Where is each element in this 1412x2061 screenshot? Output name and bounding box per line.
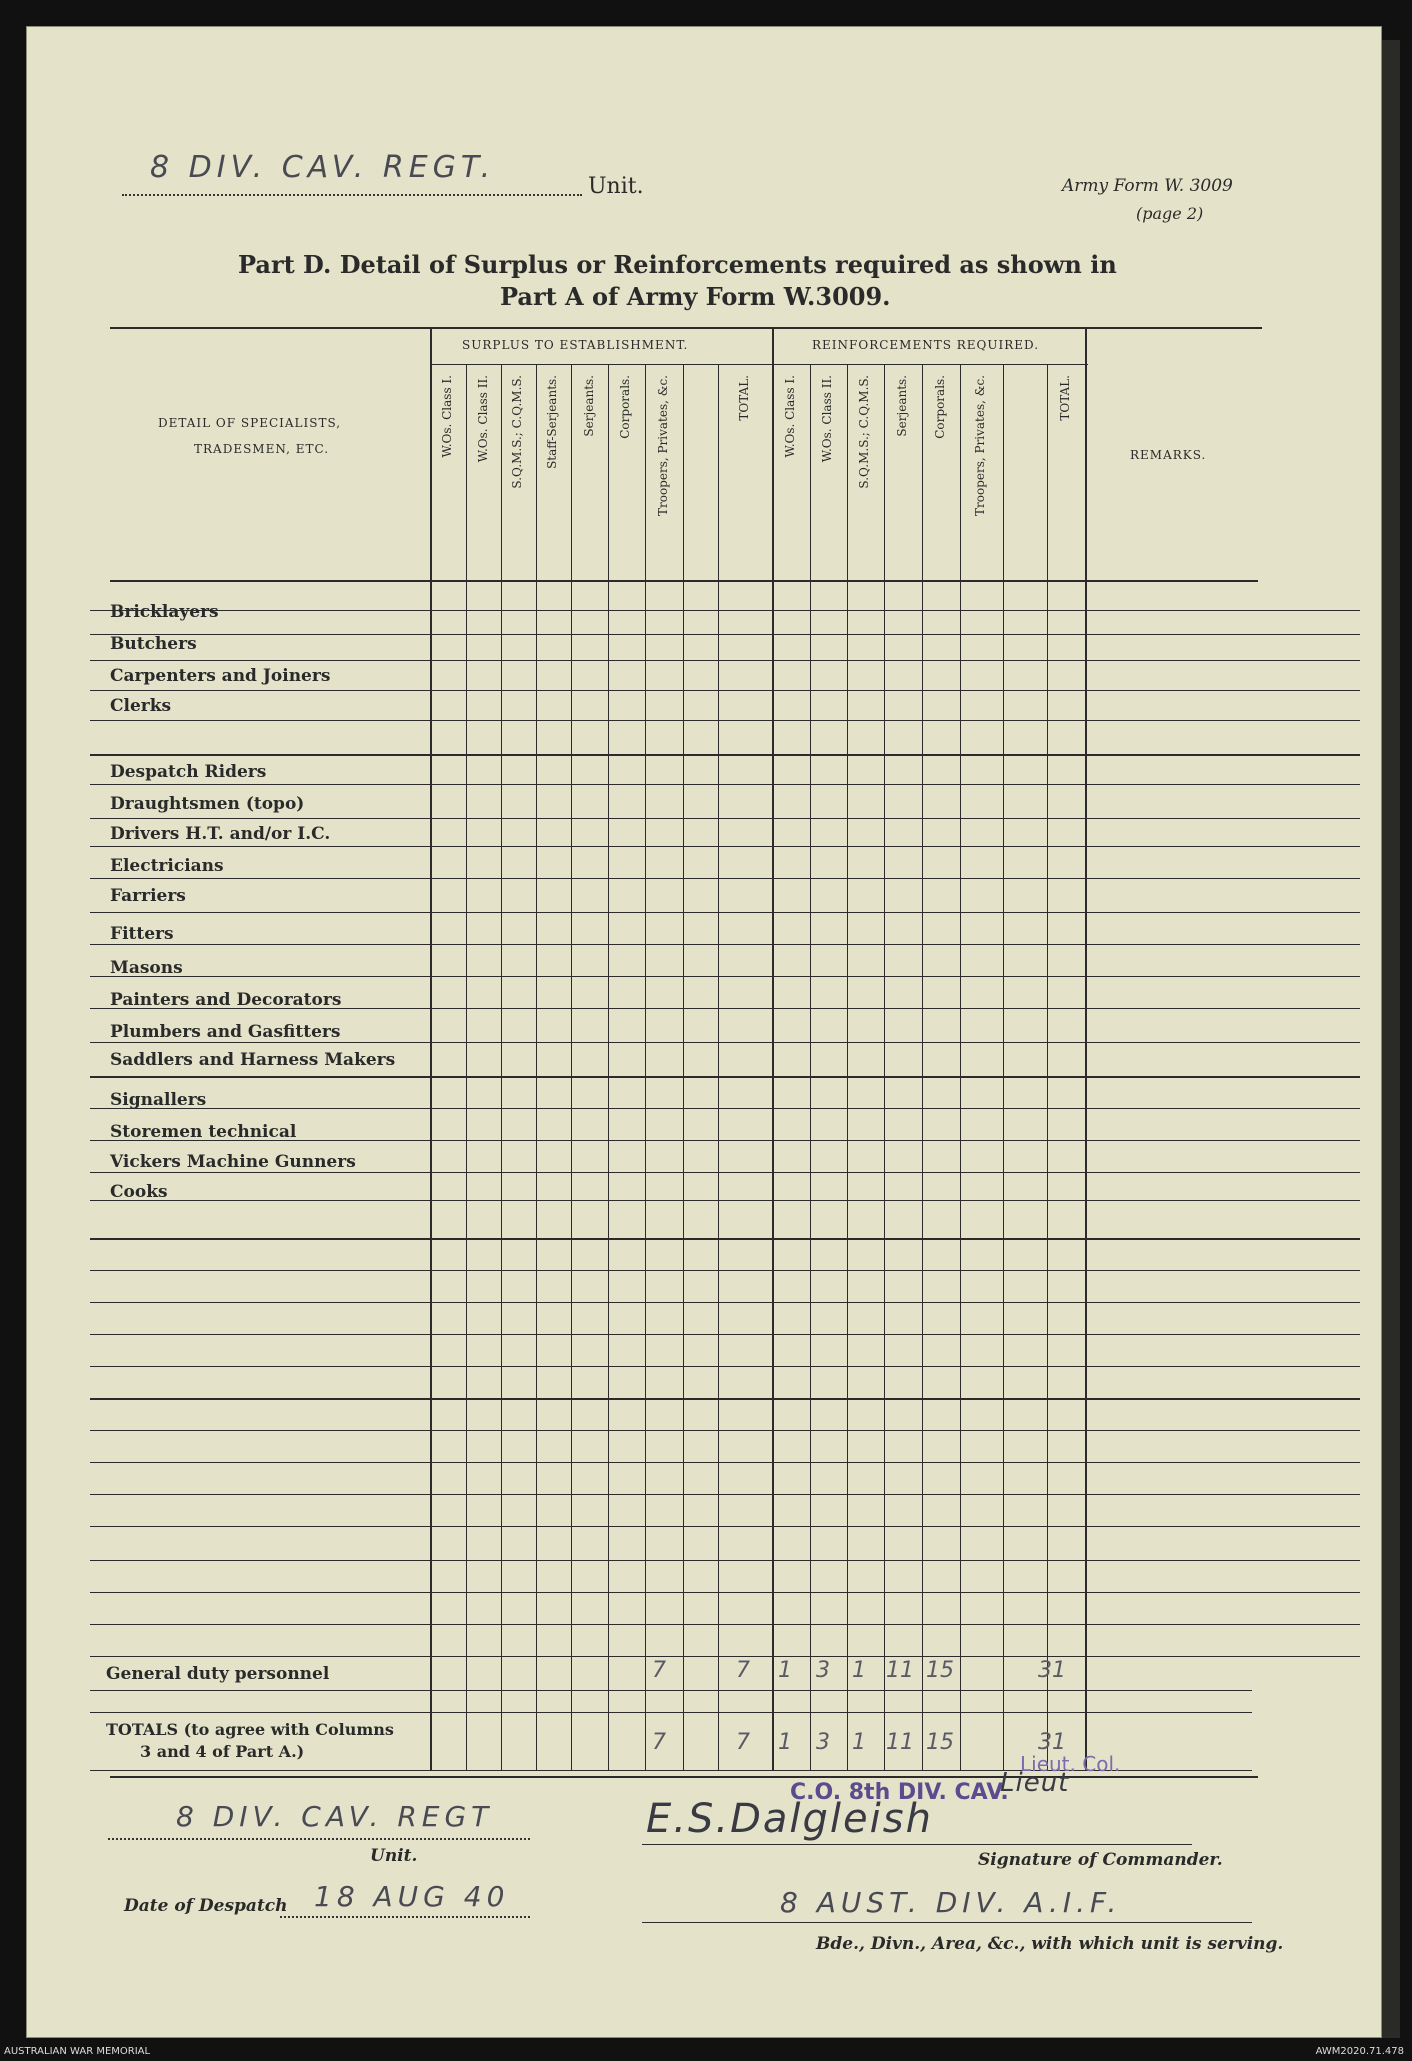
cell-value: 7 xyxy=(652,1658,666,1683)
row-rule xyxy=(90,1592,1360,1593)
surplus-column-header: Troopers, Privates, &c. xyxy=(656,375,670,517)
row-label: Despatch Riders xyxy=(110,762,267,782)
row-rule xyxy=(90,784,1360,785)
form-name: Army Form W. 3009 xyxy=(1062,176,1233,196)
footer-unit-label: Unit. xyxy=(370,1846,418,1866)
commander-stamp: C.O. 8th DIV. CAV. xyxy=(790,1780,1009,1805)
reinforcement-column-header: TOTAL. xyxy=(1058,375,1072,421)
row-rule xyxy=(90,878,1360,879)
unit-label: Unit. xyxy=(588,174,644,199)
surplus-column-header: W.Os. Class II. xyxy=(476,375,490,463)
row-rule xyxy=(90,1624,1360,1625)
reinforcement-column-header: W.Os. Class II. xyxy=(820,375,834,463)
cell-value: 1 xyxy=(852,1658,866,1683)
reinforcement-column-header: S.Q.M.S.; C.Q.M.S. xyxy=(857,375,871,489)
row-rule xyxy=(90,1200,1360,1201)
row-rule xyxy=(90,944,1360,945)
signature-line xyxy=(642,1844,1192,1845)
cell-value: 15 xyxy=(926,1658,954,1683)
row-label: Carpenters and Joiners xyxy=(110,666,331,686)
row-rule xyxy=(90,1656,1360,1657)
title-line-1: Part D. Detail of Surplus or Reinforcements required as shown in xyxy=(238,250,1117,279)
stamp-rank: Lieut. Col. xyxy=(1020,1752,1121,1776)
row-label: Butchers xyxy=(110,634,197,654)
surplus-column-header: Corporals. xyxy=(618,375,632,439)
row-label: Farriers xyxy=(110,886,186,906)
row-rule xyxy=(90,1462,1360,1463)
row-label: Saddlers and Harness Makers xyxy=(110,1050,396,1070)
row-rule xyxy=(90,912,1360,913)
section-rule xyxy=(90,1398,1360,1400)
general-duty-label: General duty personnel xyxy=(106,1664,330,1684)
row-rule xyxy=(90,1270,1360,1271)
cell-value: 1 xyxy=(852,1730,866,1755)
signature-label: Signature of Commander. xyxy=(978,1850,1223,1870)
page-number: (page 2) xyxy=(1136,204,1204,223)
row-rule xyxy=(90,634,1360,635)
row-label: Clerks xyxy=(110,696,172,716)
row-rule xyxy=(90,1172,1360,1173)
title-line-2: Part A of Army Form W.3009. xyxy=(500,282,891,311)
row-label: Electricians xyxy=(110,856,224,876)
row-rule xyxy=(90,1334,1360,1335)
footer-unit-line xyxy=(108,1838,530,1840)
row-rule xyxy=(90,976,1360,977)
surplus-column-header: Serjeants. xyxy=(582,375,596,437)
surplus-header: SURPLUS TO ESTABLISHMENT. xyxy=(462,338,689,352)
row-label: Draughtsmen (topo) xyxy=(110,794,305,814)
reinforcement-column-header: Serjeants. xyxy=(895,375,909,437)
date-handwritten: 18 AUG 40 xyxy=(314,1880,510,1913)
remarks-header: REMARKS. xyxy=(1130,448,1207,462)
row-label: Fitters xyxy=(110,924,174,944)
row-label: Signallers xyxy=(110,1090,207,1110)
rank-handwritten: Lieut xyxy=(1000,1768,1070,1798)
reinforcement-column-header: W.Os. Class I. xyxy=(783,375,797,458)
cell-value: 11 xyxy=(886,1730,914,1755)
section-rule xyxy=(90,754,1360,756)
paper-shadow-edge xyxy=(1382,40,1400,2038)
cell-value: 3 xyxy=(816,1730,830,1755)
column-line xyxy=(1085,327,1087,1770)
date-label: Date of Despatch xyxy=(124,1896,288,1916)
reinforcement-column-header: Corporals. xyxy=(933,375,947,439)
cell-value: 3 xyxy=(816,1658,830,1683)
row-rule xyxy=(90,1302,1360,1303)
footer-unit-handwritten: 8 DIV. CAV. REGT xyxy=(176,1800,494,1833)
row-rule xyxy=(90,1560,1360,1561)
row-rule xyxy=(90,1712,1252,1713)
date-line xyxy=(280,1916,530,1918)
brigade-handwritten: 8 AUST. DIV. A.I.F. xyxy=(780,1886,1122,1919)
row-rule xyxy=(90,1690,1252,1691)
cell-value: 31 xyxy=(1038,1730,1066,1755)
archive-right: AWM2020.71.478 xyxy=(1315,2046,1404,2057)
unit-dotted-line xyxy=(122,194,582,196)
brigade-label: Bde., Divn., Area, &c., with which unit is serving. xyxy=(816,1934,1284,1954)
group-header-rule xyxy=(430,364,1088,365)
row-rule xyxy=(90,1042,1360,1043)
cell-value: 15 xyxy=(926,1730,954,1755)
section-rule xyxy=(90,1076,1360,1078)
column-line xyxy=(430,327,432,1770)
surplus-column-header: S.Q.M.S.; C.Q.M.S. xyxy=(510,375,524,489)
surplus-column-header: Staff-Serjeants. xyxy=(545,375,559,469)
row-label: Plumbers and Gasfitters xyxy=(110,1022,341,1042)
cell-value: 1 xyxy=(778,1730,792,1755)
detail-header-1: DETAIL OF SPECIALISTS, xyxy=(158,416,342,430)
row-rule xyxy=(90,1366,1360,1367)
row-rule xyxy=(90,610,1360,611)
column-line xyxy=(772,327,774,1770)
brigade-line xyxy=(642,1922,1252,1923)
row-rule xyxy=(90,1430,1360,1431)
row-label: Cooks xyxy=(110,1182,168,1202)
reinforcements-header: REINFORCEMENTS REQUIRED. xyxy=(812,338,1040,352)
row-label: Bricklayers xyxy=(110,602,219,622)
reinforcement-column-header: Troopers, Privates, &c. xyxy=(973,375,987,517)
commander-signature: E.S.Dalgleish xyxy=(646,1796,933,1842)
archive-left: AUSTRALIAN WAR MEMORIAL xyxy=(4,2046,151,2057)
cell-value: 31 xyxy=(1038,1658,1066,1683)
unit-handwritten: 8 DIV. CAV. REGT. xyxy=(150,150,496,185)
row-rule xyxy=(90,690,1360,691)
cell-value: 11 xyxy=(886,1658,914,1683)
row-label: Masons xyxy=(110,958,183,978)
detail-header-2: TRADESMEN, ETC. xyxy=(194,442,330,456)
surplus-column-header: TOTAL. xyxy=(737,375,751,421)
row-rule xyxy=(90,1494,1360,1495)
row-rule xyxy=(90,660,1360,661)
row-rule xyxy=(90,720,1360,721)
row-label: Drivers H.T. and/or I.C. xyxy=(110,824,331,844)
row-rule xyxy=(90,818,1360,819)
row-rule xyxy=(90,846,1360,847)
cell-value: 7 xyxy=(736,1730,750,1755)
row-label: Painters and Decorators xyxy=(110,990,342,1010)
row-label: Vickers Machine Gunners xyxy=(110,1152,356,1172)
surplus-column-header: W.Os. Class I. xyxy=(440,375,454,458)
cell-value: 1 xyxy=(778,1658,792,1683)
cell-value: 7 xyxy=(652,1730,666,1755)
table-top-rule xyxy=(110,327,1262,329)
row-rule xyxy=(90,1108,1360,1109)
cell-value: 7 xyxy=(736,1658,750,1683)
row-label: Storemen technical xyxy=(110,1122,297,1142)
totals-label-1: TOTALS (to agree with Columns xyxy=(106,1720,394,1739)
totals-label-2: 3 and 4 of Part A.) xyxy=(140,1742,305,1761)
table-bottom-rule xyxy=(110,1776,1258,1778)
section-rule xyxy=(90,1238,1360,1240)
row-rule xyxy=(90,1526,1360,1527)
